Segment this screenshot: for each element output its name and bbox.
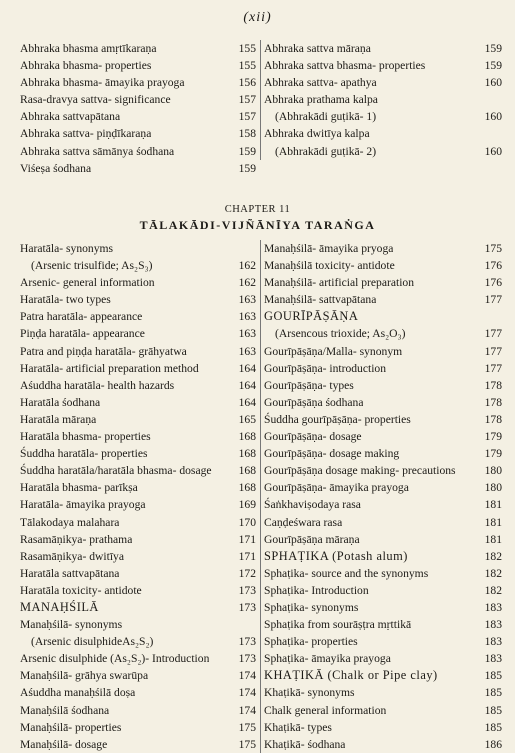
toc-entry-title: Haratāla sattvapātana xyxy=(20,566,120,580)
toc-entry-page: 179 xyxy=(484,430,502,444)
toc-entry xyxy=(264,684,502,701)
toc-entry xyxy=(264,240,502,257)
toc-entry-title: Sphaṭika- properties xyxy=(264,635,358,649)
toc-entry-title: Gourīpāṣāṇa- types xyxy=(264,378,354,392)
toc-entry-page: 182 xyxy=(484,583,502,597)
toc-entry xyxy=(264,91,502,108)
toc-entry xyxy=(264,736,502,753)
toc-entry-title: Rasa-dravya sattva- significance xyxy=(20,93,171,107)
toc-entry-page: 185 xyxy=(484,703,502,717)
toc-entry xyxy=(264,582,502,599)
toc-entry-page: 162 xyxy=(238,276,256,290)
toc-entry-page: 181 xyxy=(484,515,502,529)
toc-entry xyxy=(20,274,256,291)
toc-entry-title: KHAṬIKĀ (Chalk or Pipe clay) xyxy=(264,668,438,683)
toc-entry-title: Khaṭikā- śodhana xyxy=(264,737,346,751)
toc-entry-title: Rasamāṇikya- prathama xyxy=(20,532,133,546)
toc-entry-page: 160 xyxy=(484,110,502,124)
toc-entry xyxy=(264,291,502,308)
toc-entry xyxy=(264,257,502,274)
toc-entry-page: 186 xyxy=(484,737,502,751)
toc-entry-title: Haratāla śodhana xyxy=(20,395,101,409)
toc-entry-page: 177 xyxy=(484,293,502,307)
toc-entry xyxy=(20,428,256,445)
toc-entry xyxy=(264,394,502,411)
toc-entry-title: Manaḥśilā śodhana xyxy=(20,703,110,717)
toc-entry-page: 183 xyxy=(484,618,502,632)
toc-entry xyxy=(264,428,502,445)
toc-entry-title: Arsenic- general information xyxy=(20,276,155,290)
toc-entry xyxy=(20,445,256,462)
toc-entry xyxy=(20,702,256,719)
toc-entry-page: 173 xyxy=(238,635,256,649)
toc-entry-page: 165 xyxy=(238,412,256,426)
toc-entry xyxy=(264,667,502,684)
toc-entry-title: Abhraka bhasma- properties xyxy=(20,59,152,73)
toc-entry-title: Gourīpāṣāṇa śodhana xyxy=(264,395,364,409)
toc-entry-page: 174 xyxy=(238,669,256,683)
toc-entry-title: Haratāla toxicity- antidote xyxy=(20,583,142,597)
toc-entry-page: 173 xyxy=(238,652,256,666)
toc-entry xyxy=(20,514,256,531)
toc-entry-page: 164 xyxy=(238,361,256,375)
toc-entry-title: Abhraka sattva sāmānya śodhana xyxy=(20,144,175,158)
toc-entry-title: Khaṭikā- synonyms xyxy=(264,686,355,700)
toc-entry-page: 175 xyxy=(238,737,256,751)
toc-entry xyxy=(20,108,256,125)
toc-entry-title: Śaṅkhaviṣodaya rasa xyxy=(264,498,361,512)
toc-bottom-left-column xyxy=(20,240,256,753)
toc-entry-title: Abhraka dwitīya kalpa xyxy=(264,127,370,141)
toc-entry xyxy=(20,496,256,513)
toc-entry-page: 180 xyxy=(484,464,502,478)
toc-entry xyxy=(264,125,502,142)
toc-entry-title: Manaḥśilā- properties xyxy=(20,720,122,734)
toc-entry-title: Gourīpāṣāṇa māraṇa xyxy=(264,532,360,546)
toc-entry xyxy=(20,377,256,394)
toc-entry-page: 185 xyxy=(484,669,502,683)
toc-entry xyxy=(20,257,256,274)
toc-entry-title: (Arsenic trisulfide; As₂S₃) xyxy=(31,259,153,273)
toc-entry-page: 168 xyxy=(238,430,256,444)
toc-entry xyxy=(20,360,256,377)
toc-entry-page: 170 xyxy=(238,515,256,529)
toc-entry-page: 157 xyxy=(238,110,256,124)
toc-entry xyxy=(264,411,502,428)
toc-entry xyxy=(20,40,256,57)
toc-entry-title: Piṇḍa haratāla- appearance xyxy=(20,327,145,341)
toc-entry-title: Abhraka bhasma amṛtīkaraṇa xyxy=(20,42,157,55)
toc-entry-title: Gourīpāṣāṇa/Malla- synonym xyxy=(264,344,403,358)
toc-entry xyxy=(20,325,256,342)
toc-entry xyxy=(264,514,502,531)
toc-entry-title: Haratāla- synonyms xyxy=(20,242,114,255)
toc-entry-page: 178 xyxy=(484,378,502,392)
toc-entry xyxy=(20,394,256,411)
toc-entry xyxy=(20,684,256,701)
toc-entry xyxy=(264,496,502,513)
toc-bottom-right-column xyxy=(260,240,502,753)
toc-entry-page: 160 xyxy=(484,144,502,158)
toc-entry xyxy=(264,74,502,91)
toc-entry-page: 182 xyxy=(484,549,502,563)
chapter-title: TĀLAKĀDI-VIJÑĀNĪYA TARAṄGA xyxy=(139,218,376,232)
toc-entry-page: 159 xyxy=(484,42,502,55)
toc-entry-title: Abhraka sattva- piṇḍīkaraṇa xyxy=(20,127,152,141)
toc-entry-page: 173 xyxy=(238,583,256,597)
toc-entry-page: 179 xyxy=(484,447,502,461)
toc-entry-title: Sphaṭika- synonyms xyxy=(264,600,359,614)
toc-entry-page: 185 xyxy=(484,720,502,734)
toc-entry-page: 176 xyxy=(484,259,502,273)
toc-entry-page: 185 xyxy=(484,686,502,700)
toc-entry xyxy=(20,719,256,736)
toc-entry xyxy=(20,633,256,650)
toc-entry-title: Śuddha haratāla/haratāla bhasma- dosage xyxy=(20,464,212,478)
toc-entry xyxy=(20,308,256,325)
toc-top-right-column xyxy=(260,40,502,160)
toc-entry xyxy=(20,160,256,177)
toc-entry-title: Rasamāṇikya- dwitīya xyxy=(20,549,124,563)
toc-entry xyxy=(264,108,502,125)
toc-entry-title: (Abhrakādi guṭikā- 2) xyxy=(275,144,377,158)
toc-entry-page: 155 xyxy=(238,59,256,73)
chapter-number: CHAPTER 11 xyxy=(224,204,291,215)
toc-entry xyxy=(20,125,256,142)
toc-entry xyxy=(20,667,256,684)
toc-entry-title: Sphaṭika- āmayika prayoga xyxy=(264,652,391,666)
toc-top-left-column xyxy=(20,40,256,177)
toc-entry-page: 168 xyxy=(238,481,256,495)
toc-entry-title: Śuddha haratāla- properties xyxy=(20,447,148,461)
toc-entry-page: 176 xyxy=(484,276,502,290)
toc-entry-title: Manaḥśilā toxicity- antidote xyxy=(264,259,395,273)
toc-entry-title: Haratāla- two types xyxy=(20,293,111,307)
toc-entry xyxy=(264,143,502,160)
toc-entry-title: Aśuddha manaḥśilā doṣa xyxy=(20,686,136,700)
toc-entry-page: 159 xyxy=(238,161,256,175)
toc-entry-title: Viśeṣa śodhana xyxy=(20,161,92,175)
toc-entry-page: 168 xyxy=(238,464,256,478)
toc-entry xyxy=(20,582,256,599)
toc-entry-page: 177 xyxy=(484,361,502,375)
toc-entry xyxy=(264,479,502,496)
toc-entry-title: Haratāla bhasma- parīkṣa xyxy=(20,481,138,495)
toc-entry-page: 181 xyxy=(484,498,502,512)
toc-entry xyxy=(20,411,256,428)
toc-entry xyxy=(264,445,502,462)
toc-entry-title: SPHAṬIKA (Potash alum) xyxy=(264,548,408,563)
toc-entry-title: Abhraka sattvapātana xyxy=(20,110,121,124)
toc-entry-page: 178 xyxy=(484,395,502,409)
toc-entry-page: 160 xyxy=(484,76,502,90)
toc-entry-page: 169 xyxy=(238,498,256,512)
toc-entry xyxy=(264,274,502,291)
toc-entry-title: Haratāla bhasma- properties xyxy=(20,430,151,444)
toc-entry xyxy=(20,57,256,74)
toc-entry-title: Tālakodaya malahara xyxy=(20,515,120,529)
toc-entry-title: (Arsenic disulphideAs₂S₂) xyxy=(31,635,154,649)
toc-entry-title: GOURĪPĀṢĀṆA xyxy=(264,309,359,324)
toc-entry xyxy=(20,91,256,108)
toc-entry-title: Manaḥśilā- āmayika pryoga xyxy=(264,242,394,255)
toc-entry xyxy=(264,57,502,74)
toc-entry-page: 174 xyxy=(238,703,256,717)
toc-entry xyxy=(20,143,256,160)
toc-entry-page: 171 xyxy=(238,532,256,546)
toc-entry xyxy=(20,736,256,753)
toc-entry xyxy=(264,360,502,377)
toc-entry-page: 158 xyxy=(238,127,256,141)
toc-entry-title: Abhraka prathama kalpa xyxy=(264,93,378,107)
toc-entry-title: Patra and piṇḍa haratāla- grāhyatwa xyxy=(20,344,187,358)
toc-entry xyxy=(20,599,256,616)
toc-entry-title: Caṇḍeśwara rasa xyxy=(264,515,343,529)
toc-entry-title: Khaṭikā- types xyxy=(264,720,332,734)
toc-entry xyxy=(264,565,502,582)
toc-entry xyxy=(20,531,256,548)
toc-entry-page: 163 xyxy=(238,310,256,324)
toc-entry-page: 162 xyxy=(238,259,256,273)
toc-entry-title: Gourīpāṣāṇa- āmayika prayoga xyxy=(264,481,409,495)
toc-entry xyxy=(264,719,502,736)
toc-entry-page: 171 xyxy=(238,549,256,563)
toc-entry xyxy=(264,343,502,360)
toc-entry-title: Haratāla māraṇa xyxy=(20,412,97,426)
toc-entry-page: 168 xyxy=(238,447,256,461)
toc-entry-page: 181 xyxy=(484,532,502,546)
toc-entry-title: Sphaṭika- Introduction xyxy=(264,583,369,597)
toc-entry xyxy=(264,531,502,548)
toc-entry xyxy=(264,377,502,394)
toc-entry xyxy=(20,650,256,667)
toc-entry-page: 175 xyxy=(238,720,256,734)
toc-entry-title: Patra haratāla- appearance xyxy=(20,310,143,324)
toc-entry-page: 177 xyxy=(484,344,502,358)
toc-entry-page: 159 xyxy=(238,144,256,158)
toc-entry xyxy=(20,565,256,582)
toc-entry xyxy=(20,479,256,496)
toc-entry-page: 180 xyxy=(484,481,502,495)
toc-entry xyxy=(264,40,502,57)
toc-entry-title: Haratāla- artificial preparation method xyxy=(20,361,199,375)
toc-entry-page: 174 xyxy=(238,686,256,700)
toc-entry-page: 164 xyxy=(238,395,256,409)
toc-entry xyxy=(20,548,256,565)
toc-entry-title: Abhraka sattva- apathya xyxy=(264,76,377,90)
toc-entry xyxy=(264,616,502,633)
toc-entry xyxy=(264,702,502,719)
toc-entry-title: Chalk general information xyxy=(264,703,387,717)
toc-entry-title: Abhraka sattva māraṇa xyxy=(264,42,371,55)
toc-entry xyxy=(264,308,502,325)
chapter-heading xyxy=(0,203,515,233)
toc-entry-page: 177 xyxy=(484,327,502,341)
toc-entry xyxy=(264,462,502,479)
toc-entry-page: 175 xyxy=(484,242,502,255)
toc-entry-title: Arsenic disulphide (As₂S₂)- Introduction xyxy=(20,652,210,666)
toc-entry-title: Manaḥśilā- artificial preparation xyxy=(264,276,415,290)
toc-entry-title: Manaḥśilā- dosage xyxy=(20,737,108,751)
toc-entry xyxy=(264,325,502,342)
toc-entry xyxy=(264,633,502,650)
toc-entry xyxy=(20,291,256,308)
toc-entry-page: 183 xyxy=(484,635,502,649)
toc-entry-page: 183 xyxy=(484,652,502,666)
toc-entry-title: Aśuddha haratāla- health hazards xyxy=(20,378,175,392)
toc-entry-title: Manaḥśilā- grāhya swarūpa xyxy=(20,669,149,683)
toc-entry-page: 173 xyxy=(238,600,256,614)
toc-entry xyxy=(264,599,502,616)
toc-entry-title: Manaḥśilā- sattvapātana xyxy=(264,293,377,307)
toc-entry-title: Gourīpāṣāṇa- dosage xyxy=(264,430,362,444)
toc-entry-title: Sphaṭika from sourāṣṭra mṛttikā xyxy=(264,618,412,632)
toc-entry-page: 182 xyxy=(484,566,502,580)
toc-entry xyxy=(20,616,256,633)
toc-entry-page: 163 xyxy=(238,344,256,358)
toc-entry-page: 172 xyxy=(238,566,256,580)
toc-entry-title: Haratāla- āmayika prayoga xyxy=(20,498,146,512)
toc-entry xyxy=(264,548,502,565)
toc-entry-page: 163 xyxy=(238,293,256,307)
toc-entry xyxy=(20,74,256,91)
toc-entry xyxy=(20,343,256,360)
toc-entry xyxy=(20,240,256,257)
toc-entry-page: 155 xyxy=(238,42,256,55)
toc-entry-page: 159 xyxy=(484,59,502,73)
toc-entry-title: Abhraka bhasma- āmayika prayoga xyxy=(20,76,185,90)
toc-entry-title: Gourīpāṣāṇa- dosage making xyxy=(264,447,400,461)
toc-entry-page: 178 xyxy=(484,412,502,426)
toc-entry-page: 164 xyxy=(238,378,256,392)
toc-entry-title: (Abhrakādi guṭikā- 1) xyxy=(275,110,377,124)
toc-entry-title: MANAḤŚILĀ xyxy=(20,599,99,614)
toc-entry-page: 156 xyxy=(238,76,256,90)
toc-entry-title: (Arsencous trioxide; As₂O₃) xyxy=(275,327,406,341)
page-number: (xii) xyxy=(243,10,272,25)
toc-entry-title: Gourīpāṣāṇa dosage making- precautions xyxy=(264,464,456,478)
toc-entry xyxy=(20,462,256,479)
toc-entry-page: 163 xyxy=(238,327,256,341)
toc-entry-title: Gourīpāṣāṇa- introduction xyxy=(264,361,387,375)
toc-entry-page: 157 xyxy=(238,93,256,107)
toc-entry-page: 183 xyxy=(484,600,502,614)
toc-entry-title: Manaḥśilā- synonyms xyxy=(20,618,123,632)
toc-entry-title: Sphaṭika- source and the synonyms xyxy=(264,566,429,580)
toc-entry-title: Śuddha gourīpāṣāṇa- properties xyxy=(264,412,411,426)
toc-entry xyxy=(264,650,502,667)
toc-entry-title: Abhraka sattva bhasma- properties xyxy=(264,59,426,73)
